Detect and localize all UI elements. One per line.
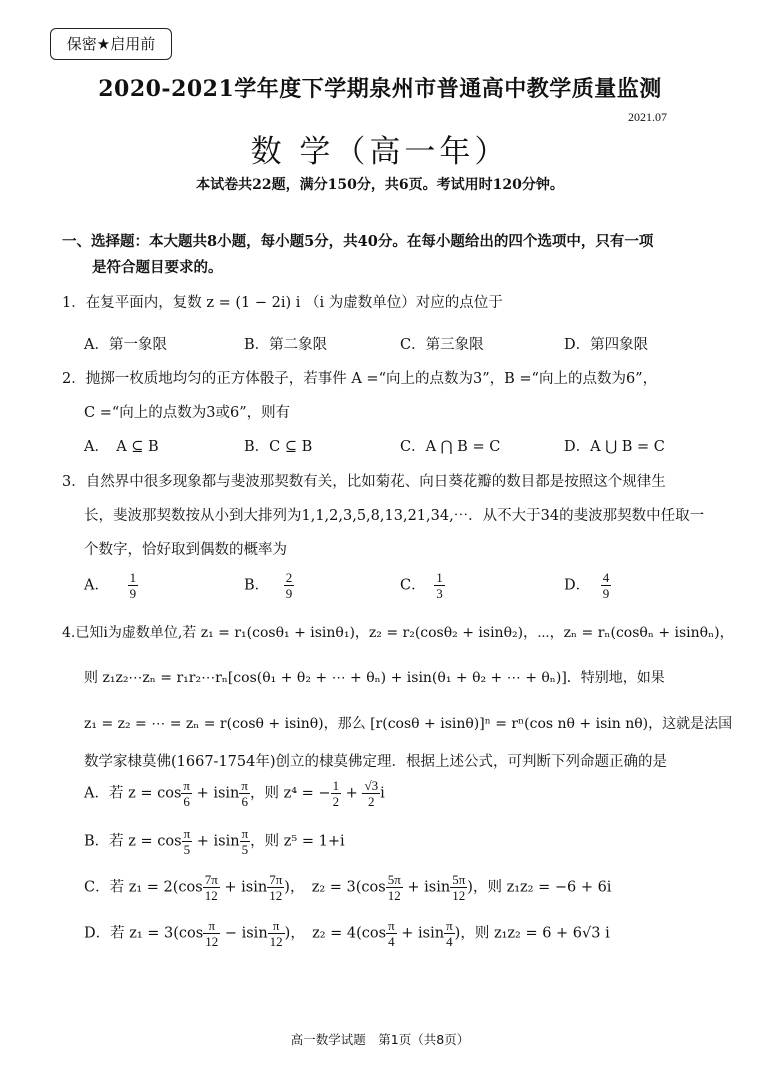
fraction: $\frac{7\pi}{12}$ bbox=[269, 872, 283, 903]
option-letter: A． bbox=[84, 577, 109, 594]
option-text: + isin bbox=[396, 925, 445, 942]
q4-option-c bbox=[84, 872, 611, 903]
fraction: $\frac{1}{9}$ bbox=[129, 570, 137, 601]
q4-option-d bbox=[84, 918, 610, 949]
exam-date: 2021.07 bbox=[628, 110, 667, 124]
fraction: $\frac{\pi}{12}$ bbox=[269, 918, 283, 949]
option-text: )， z₂ = 3(cos bbox=[284, 879, 386, 896]
q1-option-b: B．第二象限 bbox=[244, 337, 328, 353]
option-text: D．若 z₁ = 3(cos bbox=[84, 925, 204, 942]
option-text: B．若 z = cos bbox=[84, 833, 182, 850]
fraction: $\frac{\pi}{5}$ bbox=[183, 826, 191, 857]
q3-option-b bbox=[244, 570, 294, 601]
question-2: 2．抛掷一枚质地均匀的正方体骰子，若事件 A =“向上的点数为3”，B =“向上的点数为6”， bbox=[62, 371, 658, 387]
option-letter: B． bbox=[244, 577, 270, 594]
fraction: $\frac{7\pi}{12}$ bbox=[204, 872, 218, 903]
page-footer: 高一数学试题 第1页（共8页） bbox=[290, 1032, 470, 1047]
question-3-cont2: 个数字，恰好取到偶数的概率为 bbox=[84, 542, 287, 558]
fraction: $\frac{\pi}{12}$ bbox=[205, 918, 219, 949]
fraction: $\frac{4}{9}$ bbox=[602, 570, 610, 601]
fraction: $\frac{5\pi}{12}$ bbox=[387, 872, 401, 903]
question-3: 3．自然界中很多现象都与斐波那契数有关，比如菊花、向日葵花瓣的数目都是按照这个规律生 bbox=[62, 474, 666, 490]
q1-option-a: A．第一象限 bbox=[84, 337, 167, 353]
question-4-cont: 则 z₁z₂⋯zₙ = r₁r₂⋯rₙ[cos(θ₁ + θ₂ + ⋯ + θₙ) + isin(θ₁ + θ₂ + ⋯ + θₙ)]．特别地，如果 bbox=[84, 670, 665, 686]
option-text: )，则 z₁z₂ = −6 + 6i bbox=[467, 879, 612, 896]
fraction: $\frac{1}{2}$ bbox=[332, 778, 340, 809]
q4-option-a bbox=[84, 778, 385, 809]
option-text: C．若 z₁ = 2(cos bbox=[84, 879, 203, 896]
fraction: $\frac{√3}{2}$ bbox=[364, 778, 379, 809]
option-text: + isin bbox=[192, 833, 240, 850]
question-2-cont: C =“向上的点数为3或6”，则有 bbox=[84, 405, 291, 421]
question-1: 1．在复平面内，复数 z = (1 − 2i) i （i 为虚数单位）对应的点位于 bbox=[62, 295, 503, 311]
fraction: $\frac{1}{3}$ bbox=[436, 570, 443, 601]
q3-option-d bbox=[564, 570, 611, 601]
option-text: + isin bbox=[191, 785, 240, 802]
question-4: 4.已知i为虚数单位,若 z₁ = r₁(cosθ₁ + isinθ₁)，z₂ = r₂(cosθ₂ + isinθ₂)，⋯，zₙ = rₙ(cosθₙ + isinθₙ)， bbox=[62, 625, 734, 641]
option-text: )， z₂ = 4(cos bbox=[284, 925, 387, 942]
fraction: $\frac{2}{9}$ bbox=[285, 570, 293, 601]
exam-title: 2020-2021学年度下学期泉州市普通高中教学质量监测 bbox=[98, 76, 662, 102]
section1-heading: 一、选择题：本大题共8小题，每小题5分，共40分。在每小题给出的四个选项中，只有一项 bbox=[62, 233, 654, 250]
fraction: $\frac{\pi}{5}$ bbox=[241, 826, 249, 857]
option-text: )，则 z₁z₂ = 6 + 6√3 i bbox=[454, 925, 610, 942]
q1-option-d: D．第四象限 bbox=[564, 337, 649, 353]
option-text: + isin bbox=[219, 879, 268, 896]
question-4-cont2: z₁ = z₂ = ⋯ = zₙ = r(cosθ + isinθ)，那么 [r(cosθ + isinθ)]ⁿ = rⁿ(cos nθ + isin nθ)，这就是法国 bbox=[84, 716, 733, 732]
option-text: − isin bbox=[220, 925, 268, 942]
fraction: $\frac{\pi}{4}$ bbox=[446, 918, 453, 949]
option-letter: D． bbox=[564, 577, 591, 594]
q2-option-a: A． A ⊆ B bbox=[84, 439, 159, 455]
option-letter: C． bbox=[400, 577, 426, 594]
q1-option-c: C．第三象限 bbox=[400, 337, 484, 353]
option-text: ，则 z⁵ = 1+i bbox=[250, 833, 345, 850]
section1-heading-cont: 是符合题目要求的。 bbox=[92, 259, 223, 276]
option-text: i bbox=[380, 785, 385, 802]
confidential-stamp: 保密★启用前 bbox=[50, 28, 172, 60]
option-text: ，则 z⁴ = − bbox=[249, 785, 331, 802]
option-text: A．若 z = cos bbox=[84, 785, 182, 802]
fraction: $\frac{5\pi}{12}$ bbox=[452, 872, 466, 903]
subject-title: 数 学（高一年） bbox=[250, 134, 510, 170]
q2-option-b: B．C ⊆ B bbox=[244, 439, 313, 455]
q4-option-b bbox=[84, 826, 345, 857]
option-text: + isin bbox=[402, 879, 451, 896]
question-3-cont: 长，斐波那契数按从小到大排列为1,1,2,3,5,8,13,21,34,⋯．从不大于34的斐波那契数中任取一 bbox=[84, 508, 705, 524]
q2-option-c: C．A ⋂ B = C bbox=[400, 439, 501, 455]
fraction: $\frac{\pi}{6}$ bbox=[241, 778, 248, 809]
fraction: $\frac{\pi}{6}$ bbox=[183, 778, 190, 809]
option-text: + bbox=[341, 785, 363, 802]
q3-option-c bbox=[400, 570, 445, 601]
q3-option-a bbox=[84, 570, 138, 601]
exam-info: 本试卷共22题，满分150分，共6页。考试用时120分钟。 bbox=[196, 177, 564, 193]
q2-option-d: D．A ⋃ B = C bbox=[564, 439, 665, 455]
fraction: $\frac{\pi}{4}$ bbox=[388, 918, 395, 949]
question-4-cont3: 数学家棣莫佛(1667-1754年)创立的棣莫佛定理．根据上述公式，可判断下列命题正确的是 bbox=[84, 754, 668, 770]
